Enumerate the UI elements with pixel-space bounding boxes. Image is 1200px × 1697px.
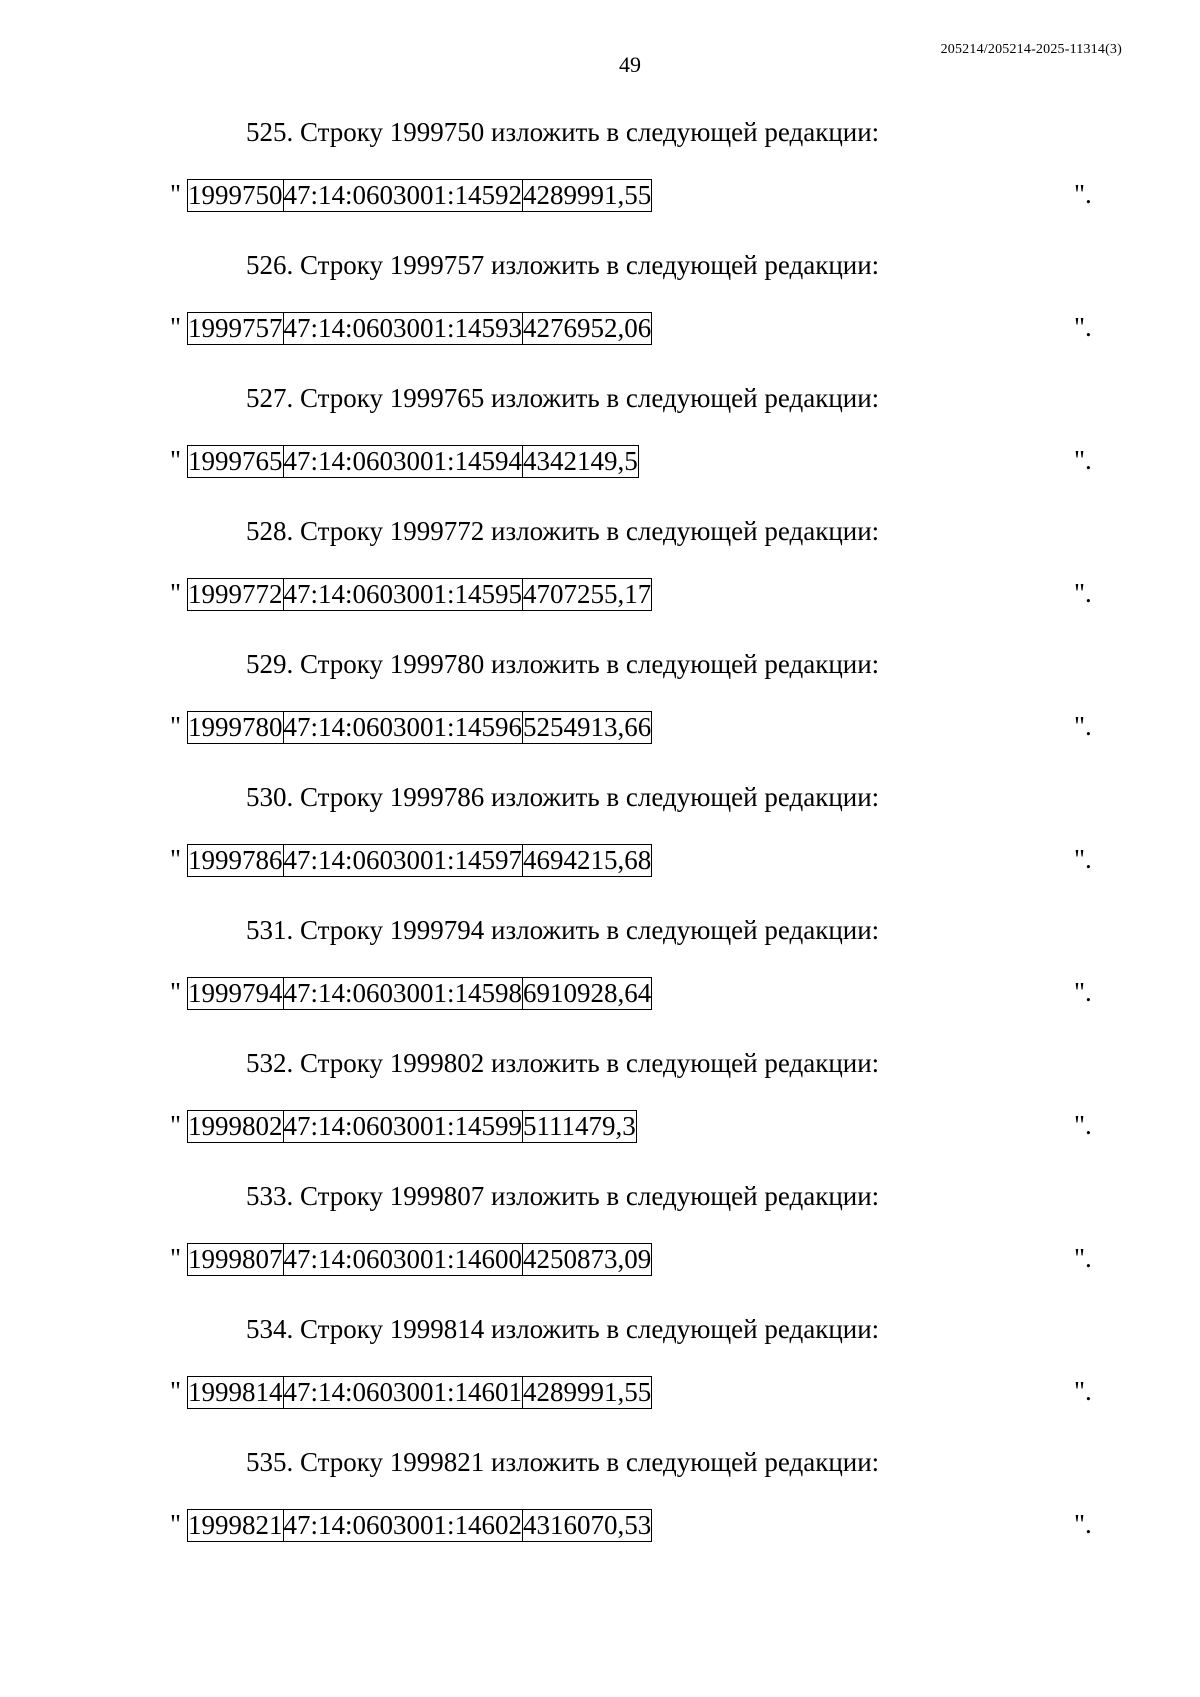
opening-quote: " bbox=[170, 578, 182, 608]
amendment-item bbox=[0, 1176, 1200, 1309]
closing-quote: ". bbox=[1074, 1110, 1092, 1140]
amendment-instruction: 531. Строку 1999794 изложить в следующей редакции: bbox=[246, 915, 880, 945]
closing-quote: ". bbox=[1074, 312, 1092, 342]
row-number-cell: 1999772 bbox=[188, 579, 283, 609]
opening-quote: " bbox=[170, 977, 182, 1007]
value-cell: 4289991,55 bbox=[523, 180, 652, 210]
cadastral-number-cell: 47:14:0603001:14593 bbox=[283, 313, 523, 343]
row-number-cell: 1999807 bbox=[188, 1244, 283, 1274]
row-number-cell: 1999750 bbox=[188, 180, 283, 210]
closing-quote: ". bbox=[1074, 1376, 1092, 1406]
amendment-instruction: 533. Строку 1999807 изложить в следующей редакции: bbox=[246, 1181, 880, 1211]
row-number-cell: 1999814 bbox=[188, 1377, 283, 1407]
value-cell: 4250873,09 bbox=[523, 1244, 652, 1274]
value-cell: 6910928,64 bbox=[523, 978, 652, 1008]
amendment-instruction: 530. Строку 1999786 изложить в следующей редакции: bbox=[246, 782, 880, 812]
row-number-cell: 1999780 bbox=[188, 712, 283, 742]
row-table bbox=[187, 1376, 652, 1409]
opening-quote: " bbox=[170, 1110, 182, 1140]
amendment-instruction: 528. Строку 1999772 изложить в следующей редакции: bbox=[246, 516, 880, 546]
cadastral-number-cell: 47:14:0603001:14594 bbox=[283, 446, 523, 476]
document-id: 205214/205214-2025-11314(3) bbox=[940, 42, 1122, 57]
row-table bbox=[187, 711, 652, 744]
amendment-item bbox=[0, 245, 1200, 378]
page-number: 49 bbox=[619, 52, 641, 77]
opening-quote: " bbox=[170, 711, 182, 741]
row-table bbox=[187, 179, 652, 212]
amendment-instruction: 535. Строку 1999821 изложить в следующей редакции: bbox=[246, 1447, 880, 1477]
cadastral-number-cell: 47:14:0603001:14598 bbox=[283, 978, 523, 1008]
amendment-instruction: 534. Строку 1999814 изложить в следующей редакции: bbox=[246, 1314, 880, 1344]
value-cell: 4276952,06 bbox=[523, 313, 652, 343]
value-cell: 4707255,17 bbox=[523, 579, 652, 609]
row-table bbox=[187, 1110, 637, 1143]
row-number-cell: 1999802 bbox=[188, 1111, 283, 1141]
opening-quote: " bbox=[170, 312, 182, 342]
row-number-cell: 1999765 bbox=[188, 446, 283, 476]
amendment-item bbox=[0, 1309, 1200, 1442]
row-table bbox=[187, 312, 652, 345]
value-cell: 5111479,3 bbox=[523, 1111, 636, 1141]
row-number-cell: 1999786 bbox=[188, 845, 283, 875]
value-cell: 5254913,66 bbox=[523, 712, 652, 742]
closing-quote: ". bbox=[1074, 1509, 1092, 1539]
amendment-item bbox=[0, 378, 1200, 511]
amendment-instruction: 527. Строку 1999765 изложить в следующей редакции: bbox=[246, 383, 880, 413]
amendment-item bbox=[0, 644, 1200, 777]
row-number-cell: 1999757 bbox=[188, 313, 283, 343]
value-cell: 4694215,68 bbox=[523, 845, 652, 875]
closing-quote: ". bbox=[1074, 977, 1092, 1007]
opening-quote: " bbox=[170, 1376, 182, 1406]
opening-quote: " bbox=[170, 1243, 182, 1273]
row-table bbox=[187, 445, 639, 478]
closing-quote: ". bbox=[1074, 844, 1092, 874]
opening-quote: " bbox=[170, 445, 182, 475]
amendment-instruction: 532. Строку 1999802 изложить в следующей редакции: bbox=[246, 1048, 880, 1078]
amendment-instruction: 525. Строку 1999750 изложить в следующей редакции: bbox=[246, 117, 880, 147]
amendment-instruction: 526. Строку 1999757 изложить в следующей редакции: bbox=[246, 250, 880, 280]
row-number-cell: 1999794 bbox=[188, 978, 283, 1008]
amendment-list bbox=[0, 112, 1200, 1575]
cadastral-number-cell: 47:14:0603001:14599 bbox=[283, 1111, 523, 1141]
value-cell: 4289991,55 bbox=[523, 1377, 652, 1407]
amendment-item bbox=[0, 1442, 1200, 1575]
opening-quote: " bbox=[170, 1509, 182, 1539]
row-table bbox=[187, 578, 652, 611]
closing-quote: ". bbox=[1074, 1243, 1092, 1273]
value-cell: 4342149,5 bbox=[523, 446, 638, 476]
cadastral-number-cell: 47:14:0603001:14597 bbox=[283, 845, 523, 875]
row-table bbox=[187, 1243, 652, 1276]
cadastral-number-cell: 47:14:0603001:14600 bbox=[283, 1244, 523, 1274]
row-table bbox=[187, 977, 652, 1010]
cadastral-number-cell: 47:14:0603001:14596 bbox=[283, 712, 523, 742]
row-table bbox=[187, 1509, 652, 1542]
closing-quote: ". bbox=[1074, 711, 1092, 741]
amendment-item bbox=[0, 1043, 1200, 1176]
opening-quote: " bbox=[170, 844, 182, 874]
amendment-item bbox=[0, 511, 1200, 644]
amendment-item bbox=[0, 112, 1200, 245]
closing-quote: ". bbox=[1074, 445, 1092, 475]
closing-quote: ". bbox=[1074, 179, 1092, 209]
row-table bbox=[187, 844, 652, 877]
cadastral-number-cell: 47:14:0603001:14592 bbox=[283, 180, 523, 210]
closing-quote: ". bbox=[1074, 578, 1092, 608]
amendment-item bbox=[0, 777, 1200, 910]
value-cell: 4316070,53 bbox=[523, 1510, 652, 1540]
row-number-cell: 1999821 bbox=[188, 1510, 283, 1540]
cadastral-number-cell: 47:14:0603001:14595 bbox=[283, 579, 523, 609]
opening-quote: " bbox=[170, 179, 182, 209]
amendment-item bbox=[0, 910, 1200, 1043]
cadastral-number-cell: 47:14:0603001:14601 bbox=[283, 1377, 523, 1407]
amendment-instruction: 529. Строку 1999780 изложить в следующей редакции: bbox=[246, 649, 880, 679]
cadastral-number-cell: 47:14:0603001:14602 bbox=[283, 1510, 523, 1540]
